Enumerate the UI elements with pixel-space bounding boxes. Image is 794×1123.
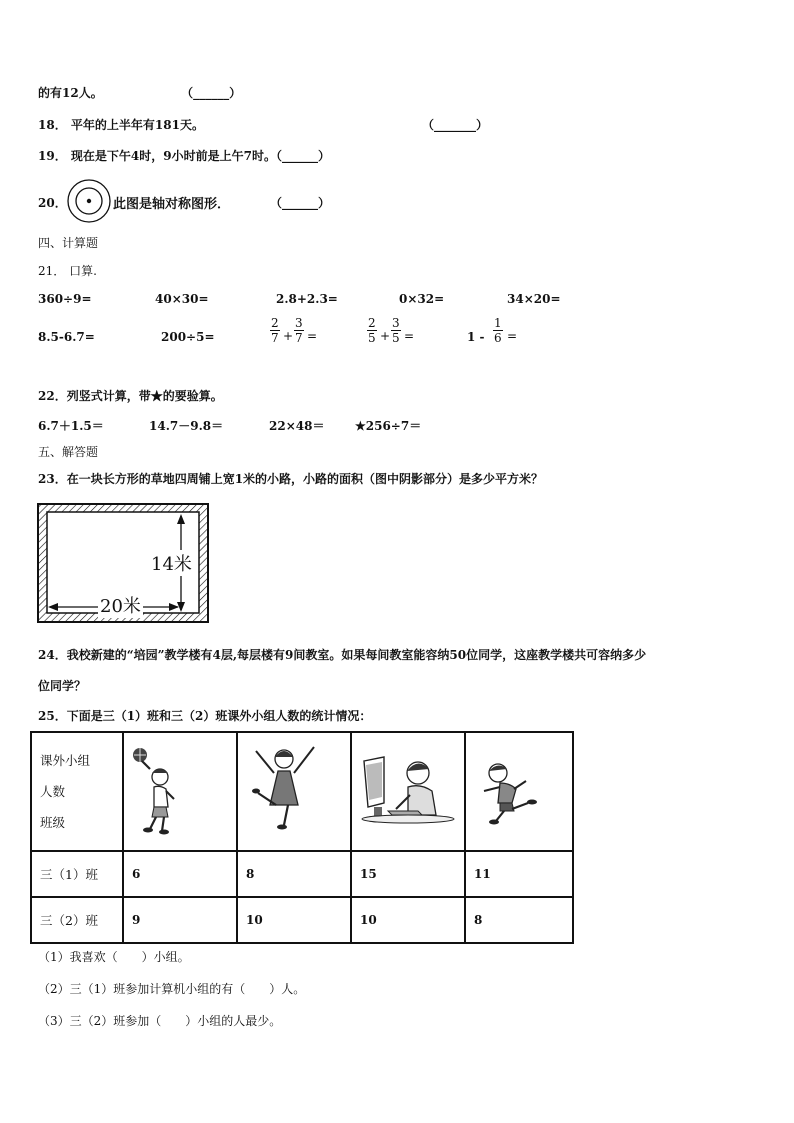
fraction-numerator: 3 (295, 316, 303, 330)
header-line-class: 班级 (40, 815, 66, 830)
fraction-numerator: 2 (271, 316, 279, 330)
table-header-row (31, 732, 573, 851)
row-label: 三（1）班 (40, 867, 98, 882)
fraction-denominator: 7 (271, 331, 279, 345)
fraction-3-7 (294, 316, 304, 345)
section-5-title: 五、解答题 (38, 445, 99, 459)
q18-text: 平年的上半年有181天。 (70, 118, 204, 132)
fraction-numerator: 2 (368, 316, 376, 330)
table-cell (123, 851, 237, 897)
running-boy-icon (466, 733, 572, 847)
header-basketball-cell (123, 732, 237, 851)
q21-title: 21． 口算. (38, 264, 97, 278)
fraction-numerator: 3 (392, 316, 400, 330)
cell-value: 11 (474, 867, 491, 881)
cell-value: 10 (360, 913, 377, 927)
table-cell (237, 851, 351, 897)
q17-tail-text: 的有12人。 (38, 86, 103, 100)
cell-value: 10 (246, 913, 263, 927)
q17-answer-blank[interactable]: （______） (181, 86, 242, 100)
q25-sub-2[interactable]: （2）三（1）班参加计算机小组的有（ ）人。 (38, 982, 306, 996)
q21-item-5: 34×20= (507, 292, 561, 306)
fraction-2-5 (367, 316, 377, 345)
q20-answer-blank[interactable]: （______） (270, 196, 331, 210)
row-label: 三（2）班 (40, 913, 98, 928)
equals-sign: = (404, 329, 415, 343)
plus-sign: + (283, 329, 294, 343)
q17-tail-line (38, 84, 241, 101)
q21-item-7: 200÷5= (161, 330, 215, 344)
whole-minus: 1 - (467, 330, 485, 344)
q18-answer-blank[interactable]: （_______） (422, 118, 489, 132)
cell-value: 8 (246, 867, 255, 881)
q23-text: 23．在一块长方形的草地四周铺上宽1米的小路，小路的面积（图中阴影部分）是多少平方米？ (38, 472, 544, 486)
cell-value: 8 (474, 913, 483, 927)
q25-sub-1[interactable]: （1）我喜欢（ ）小组。 (38, 950, 190, 964)
header-line-count: 人数 (40, 784, 66, 799)
q19-text[interactable]: 现在是下午4时，9小时前是上午7时。（______） (70, 149, 330, 163)
cell-value: 6 (132, 867, 141, 881)
q21-item-3: 2.8+2.3= (276, 292, 338, 306)
table-cell (351, 897, 465, 943)
q18-line (38, 116, 204, 133)
height-label: 14米 (150, 550, 193, 576)
q25-title: 25．下面是三（1）班和三（2）班课外小组人数的统计情况： (38, 709, 372, 723)
header-dance-cell (237, 732, 351, 851)
section-4-title: 四、计算题 (38, 236, 99, 250)
q21-item-2: 40×30= (155, 292, 209, 306)
q19-number: 19． (38, 149, 67, 163)
q22-item-4: ★256÷7＝ (355, 419, 422, 433)
table-row (31, 897, 573, 943)
fraction-2-7 (270, 316, 280, 345)
q25-sub-3[interactable]: （3）三（2）班参加（ ）小组的人最少。 (38, 1014, 282, 1028)
fraction-denominator: 5 (392, 331, 400, 345)
header-line-group: 课外小组 (40, 753, 91, 768)
q19-line (38, 147, 330, 164)
table-cell (351, 851, 465, 897)
fraction-1-6 (493, 316, 503, 345)
q22-item-2: 14.7－9.8＝ (149, 419, 224, 433)
q22-item-3: 22×48＝ (269, 419, 325, 433)
row-label-cell (31, 897, 123, 943)
basketball-player-icon (124, 733, 236, 847)
fraction-numerator: 1 (494, 316, 502, 330)
fraction-denominator: 7 (295, 331, 303, 345)
fraction-denominator: 5 (368, 331, 376, 345)
q18-number: 18． (38, 118, 67, 132)
plus-sign: + (380, 329, 391, 343)
table-row (31, 851, 573, 897)
stats-table (30, 731, 574, 944)
row-label-cell (31, 851, 123, 897)
q21-item-4: 0×32= (399, 292, 445, 306)
q24-line-1: 24．我校新建的“培园”教学楼有4层,每层楼有9间教室。如果每间教室能容纳50位同学，这座教学楼共可容纳多少 (38, 648, 647, 662)
table-cell (465, 897, 573, 943)
q21-item-1: 360÷9= (38, 292, 92, 306)
fraction-3-5 (391, 316, 401, 345)
q24-line-2: 位同学？ (38, 679, 87, 693)
table-cell (465, 851, 573, 897)
equals-sign: = (307, 329, 318, 343)
computer-boy-icon (352, 733, 464, 847)
q21-item-6: 8.5-6.7= (38, 330, 95, 344)
cell-value: 15 (360, 867, 377, 881)
concentric-circles-icon (66, 178, 112, 224)
q20-text: 此图是轴对称图形． (113, 197, 231, 212)
cell-value: 9 (132, 913, 141, 927)
dancing-girl-icon (238, 733, 350, 847)
width-label: 20米 (98, 592, 143, 618)
header-computer-cell (351, 732, 465, 851)
table-cell (123, 897, 237, 943)
table-cell (237, 897, 351, 943)
equals-sign: = (507, 329, 518, 343)
q20-number: 20． (38, 196, 67, 210)
header-corner-cell (31, 732, 123, 851)
header-running-cell (465, 732, 573, 851)
q22-title: 22．列竖式计算，带★的要验算。 (38, 389, 223, 403)
fraction-denominator: 6 (494, 331, 502, 345)
q22-item-1: 6.7＋1.5＝ (38, 419, 104, 433)
